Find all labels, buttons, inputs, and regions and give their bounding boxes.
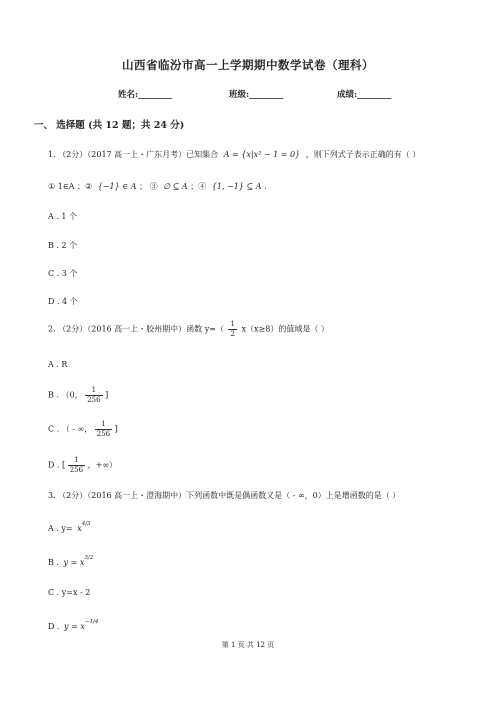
q3-option-b-prefix: B .: [48, 558, 59, 567]
statement-4: {1, −1} ⊆ A: [211, 182, 262, 191]
question-1-set: A = {x|x² − 1 = 0}: [223, 150, 301, 159]
q1-option-c: C . 3 个: [48, 269, 78, 278]
q2-option-d-prefix: D . [: [48, 460, 66, 470]
q2-option-d: [48, 456, 117, 475]
q3-option-b: [48, 555, 93, 567]
q3-option-a: [48, 521, 91, 533]
fraction-numerator: 1: [91, 386, 97, 394]
statement-sep-2: ；④: [190, 182, 207, 191]
q2-option-d-suffix: ，+∞）: [87, 460, 118, 470]
q3-option-c: C . y=x - 2: [48, 588, 91, 597]
q2-option-c: [48, 420, 118, 439]
q3-option-b-base: y = x: [63, 558, 85, 567]
question-1-prefix: 1. （2分）（2017 高一上・广东月考）已知集合: [48, 150, 219, 159]
q2-option-d-fraction: [68, 456, 85, 475]
q2-option-c-suffix: ]: [114, 424, 118, 434]
q2-option-b: [48, 386, 108, 405]
q2-option-c-fraction: [95, 420, 112, 439]
q2-option-b-suffix: ]: [105, 390, 109, 400]
statement-end: .: [264, 182, 267, 191]
statement-sep-1: ； ③: [139, 182, 158, 191]
fraction-denominator: 256: [69, 466, 84, 474]
q3-option-b-exponent: 3/2: [84, 555, 94, 561]
q3-option-d-exponent: −1/4: [84, 619, 99, 625]
q2-option-a: A . R: [48, 360, 68, 369]
section-title: 一、 选择题 (共 12 题；共 24 分): [34, 120, 185, 131]
page-footer: 第 1 页 共 12 页: [221, 641, 275, 649]
fraction-denominator: 256: [96, 430, 111, 438]
q3-option-a-base: x: [77, 524, 82, 533]
statement-3: ∅ ⊆ A: [163, 182, 188, 191]
q3-option-d-prefix: D .: [48, 622, 60, 631]
question-1-stem: [48, 149, 420, 160]
q2-option-b-fraction: [85, 386, 102, 405]
q3-option-d: [48, 619, 98, 631]
q3-option-d-base: y = x: [64, 622, 85, 631]
q3-option-a-exponent: 4/3: [81, 521, 91, 527]
class-field-label: 班级:________: [229, 90, 284, 100]
score-field-label: 成绩:________: [337, 90, 392, 100]
statement-1: ① 1∈A ；②: [48, 182, 93, 191]
question-3-stem: 3. （2分）（2016 高一上・澄海期中）下列函数中既是偶函数又是（ - ∞，0）上是增函数的是（ ）: [48, 491, 401, 500]
statement-2: {−1} ∈ A: [97, 182, 137, 191]
question-1-suffix: ，则下列式子表示正确的有（ ）: [305, 150, 421, 159]
q2-option-b-prefix: B . （0，: [48, 390, 83, 400]
exam-title: 山西省临汾市高一上学期期中数学试卷（理科）: [122, 58, 374, 72]
q1-option-d: D . 4 个: [48, 297, 78, 306]
q1-option-b: B . 2 个: [48, 241, 78, 250]
q3-option-a-prefix: A . y=: [48, 524, 73, 533]
fraction-numerator: 1: [74, 456, 79, 464]
q2-option-c-prefix: C . （ - ∞，: [48, 424, 93, 434]
fraction-denominator: 256: [87, 396, 101, 404]
q1-option-a: A . 1 个: [48, 212, 78, 221]
fraction-denominator: 2: [230, 330, 235, 338]
question-2-base-fraction: [228, 320, 236, 339]
name-field-label: 姓名:________: [118, 90, 173, 100]
question-2-prefix: 2. （2分）（2016 高一上・胶州期中）函数 y=（: [48, 324, 224, 334]
question-2-stem: [48, 320, 329, 339]
fraction-numerator: 1: [230, 320, 235, 328]
question-2-suffix: x（x≥8）的值域是（ ）: [241, 324, 329, 334]
fraction-numerator: 1: [101, 420, 106, 428]
question-1-statements: [48, 181, 267, 192]
